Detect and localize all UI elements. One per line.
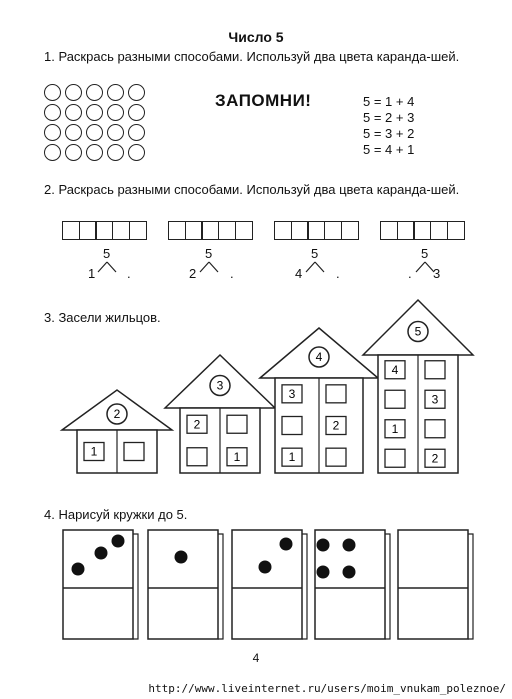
task-3-text: 3. Засели жильцов.	[44, 310, 161, 325]
task-1-text: 1. Раскрась разными способами. Используй два цвета каранда-шей.	[44, 49, 460, 64]
window-number: 4	[391, 362, 399, 377]
window	[124, 443, 144, 461]
decomp-top: 5	[205, 246, 213, 261]
window-number: 2	[332, 418, 340, 433]
house	[165, 355, 275, 473]
window-number: 1	[90, 444, 98, 459]
decomp-left: 4	[295, 266, 303, 281]
decomp-right: .	[127, 266, 131, 281]
domino-dot	[343, 566, 356, 579]
decomp-left: 1	[88, 266, 96, 281]
window	[227, 415, 247, 433]
domino-dot	[72, 563, 85, 576]
house	[62, 390, 172, 473]
window	[425, 361, 445, 379]
domino-dot	[259, 561, 272, 574]
house	[363, 300, 473, 473]
window-number: 2	[193, 417, 201, 432]
domino-dot	[317, 539, 330, 552]
equation: 5 = 4 + 1	[363, 142, 415, 157]
window	[187, 448, 207, 466]
window-number: 3	[431, 392, 439, 407]
task-2-text: 2. Раскрась разными способами. Используй два цвета каранда-шей.	[44, 182, 460, 197]
window-number: 3	[288, 386, 296, 401]
house	[260, 328, 378, 473]
window-number: 2	[431, 451, 439, 466]
remember-heading: ЗАПОМНИ!	[215, 91, 312, 110]
window	[326, 448, 346, 466]
domino-card	[315, 530, 390, 639]
roof-number: 5	[414, 324, 422, 339]
equation: 5 = 3 + 2	[363, 126, 415, 141]
domino-dot	[112, 535, 125, 548]
window	[282, 417, 302, 435]
page-title: Число 5	[228, 29, 284, 45]
equation: 5 = 1 + 4	[363, 94, 415, 109]
window	[385, 390, 405, 408]
domino-card	[398, 530, 473, 639]
window-number: 1	[391, 421, 399, 436]
domino-dot	[317, 566, 330, 579]
domino-card	[63, 530, 138, 639]
window	[385, 449, 405, 467]
window-number: 1	[288, 450, 296, 465]
footer-url: http://www.liveinternet.ru/users/moim_vnukam_poleznoe/	[148, 682, 506, 695]
roof-number: 2	[113, 407, 121, 421]
decomp-left: 2	[189, 266, 197, 281]
domino-card	[148, 530, 223, 639]
domino-dot	[343, 539, 356, 552]
window	[326, 385, 346, 403]
window-number: 1	[233, 449, 241, 464]
domino-dot	[280, 538, 293, 551]
page-number: 4	[252, 651, 260, 665]
window	[425, 420, 445, 438]
roof-number: 4	[315, 350, 323, 364]
decomp-right: .	[336, 266, 340, 281]
domino-card	[232, 530, 307, 639]
equation: 5 = 2 + 3	[363, 110, 415, 125]
decomp-top: 5	[421, 246, 429, 261]
domino-dot	[95, 547, 108, 560]
decomp-right: .	[230, 266, 234, 281]
decomp-left: .	[408, 266, 412, 281]
decomp-top: 5	[103, 246, 111, 261]
task-4-text: 4. Нарисуй кружки до 5.	[44, 507, 188, 522]
domino-dot	[175, 551, 188, 564]
roof-number: 3	[216, 378, 224, 393]
decomp-branches	[98, 262, 434, 272]
decomp-right: 3	[433, 266, 441, 281]
decomp-top: 5	[311, 246, 319, 261]
